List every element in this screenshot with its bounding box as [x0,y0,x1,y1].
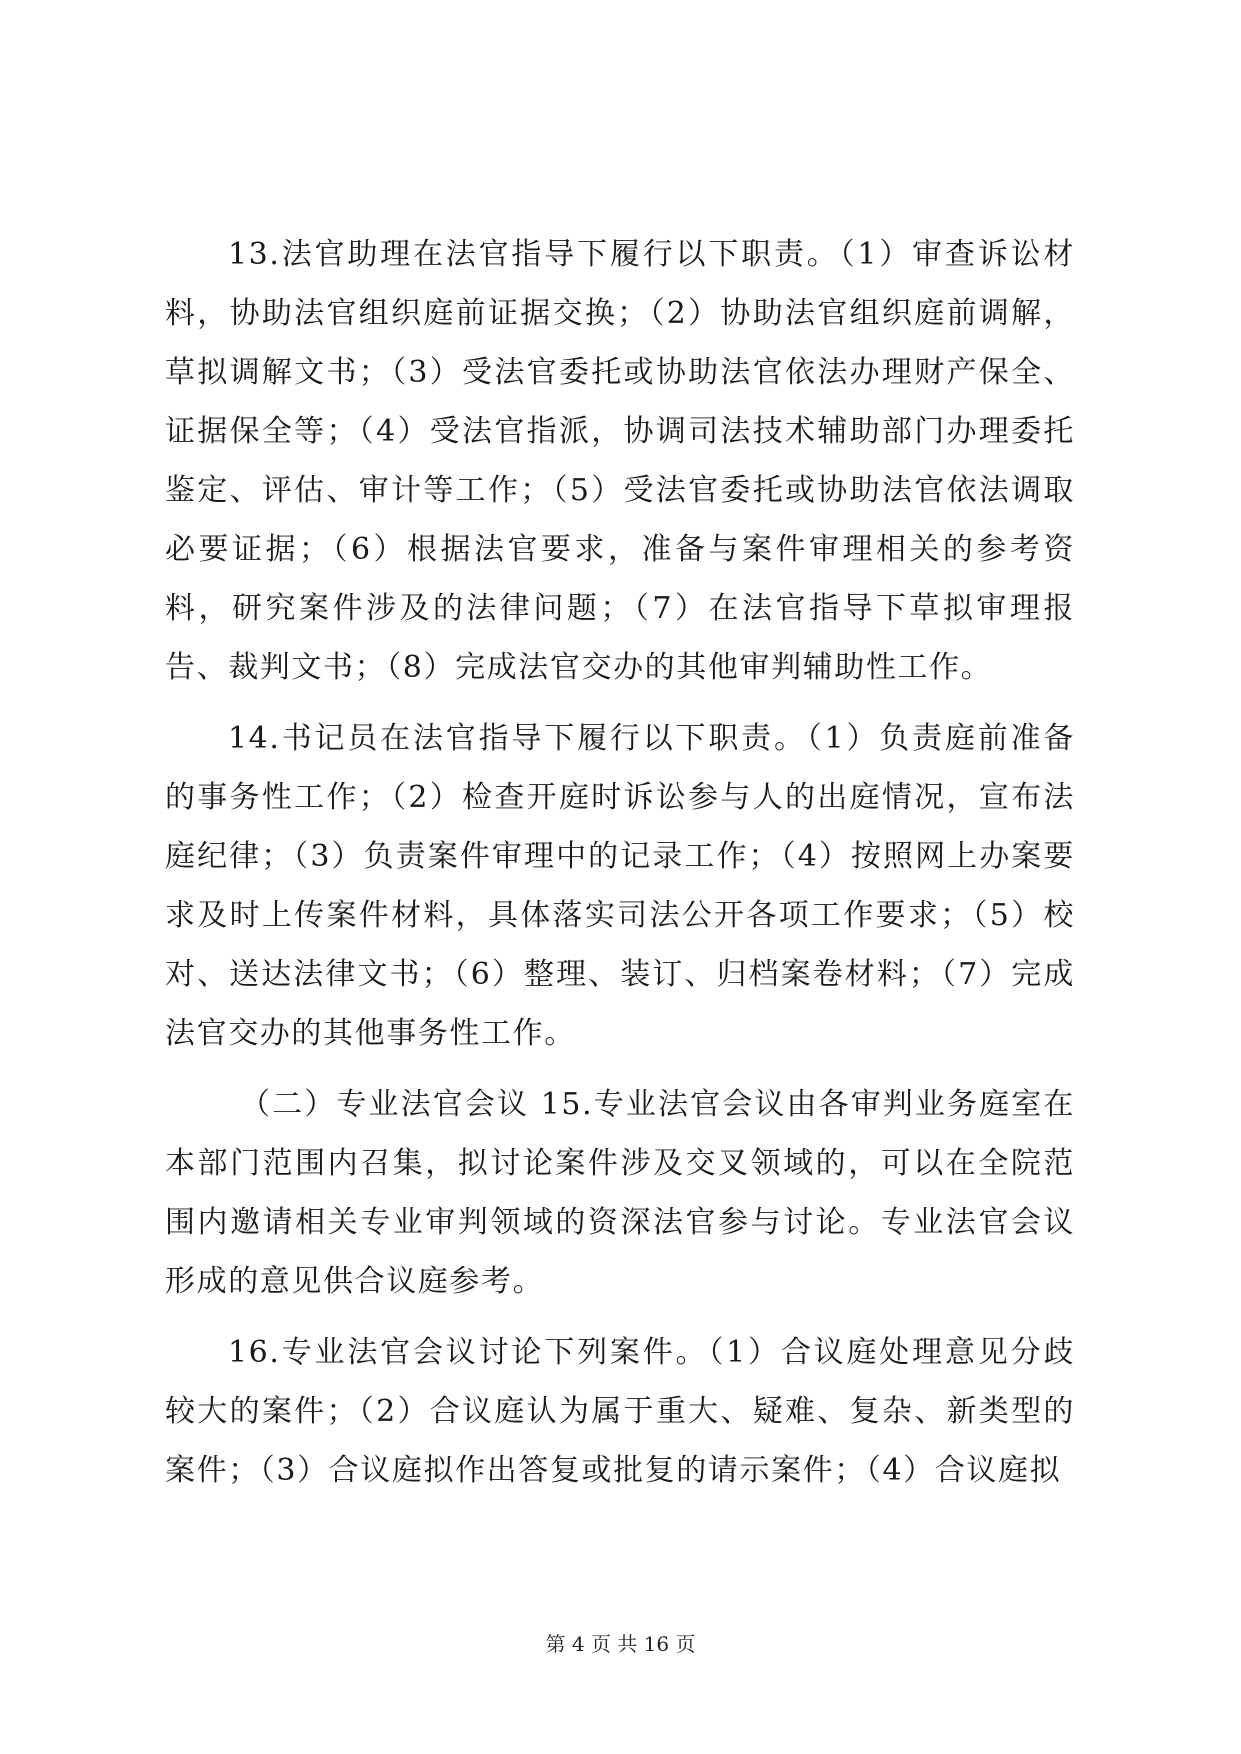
page-number-footer: 第 4 页 共 16 页 [545,1632,696,1656]
paragraph-16-meeting-cases: 16.专业法官会议讨论下列案件。（1）合议庭处理意见分歧较大的案件；（2）合议庭认为属于重大、疑难、复杂、新类型的案件；（3）合议庭拟作出答复或批复的请示案件；（4）合议庭拟 [165,1335,1075,1488]
paragraph-14-clerk-duties: 14.书记员在法官指导下履行以下职责。（1）负责庭前准备的事务性工作；（2）检查开庭时诉讼参与人的出庭情况，宣布法庭纪律；（3）负责案件审理中的记录工作；（4）按照网上办案要求及时上传案件材料，具体落实司法公开各项工作要求；（5）校对、送达法律文书；（6）整理、装订、归档案卷材料；（7）完成法官交办的其他事务性工作。 [165,721,1075,1051]
paragraph-15-professional-judges-meeting: （二）专业法官会议 15.专业法官会议由各审判业务庭室在本部门范围内召集，拟讨论案件涉及交叉领域的，可以在全院范围内邀请相关专业审判领域的资深法官参与讨论。专业法官会议形成的意见供合议庭参考。 [165,1087,1075,1299]
document-body [165,225,1075,1512]
paragraph-13-judge-assistant-duties: 13.法官助理在法官指导下履行以下职责。（1）审查诉讼材料，协助法官组织庭前证据交换；（2）协助法官组织庭前调解，草拟调解文书；（3）受法官委托或协助法官依法办理财产保全、证据保全等；（4）受法官指派，协调司法技术辅助部门办理委托鉴定、评估、审计等工作；（5）受法官委托或协助法官依法调取必要证据；（6）根据法官要求，准备与案件审理相关的参考资料，研究案件涉及的法律问题；（7）在法官指导下草拟审理报告、裁判文书；（8）完成法官交办的其他审判辅助性工作。 [165,237,1075,685]
